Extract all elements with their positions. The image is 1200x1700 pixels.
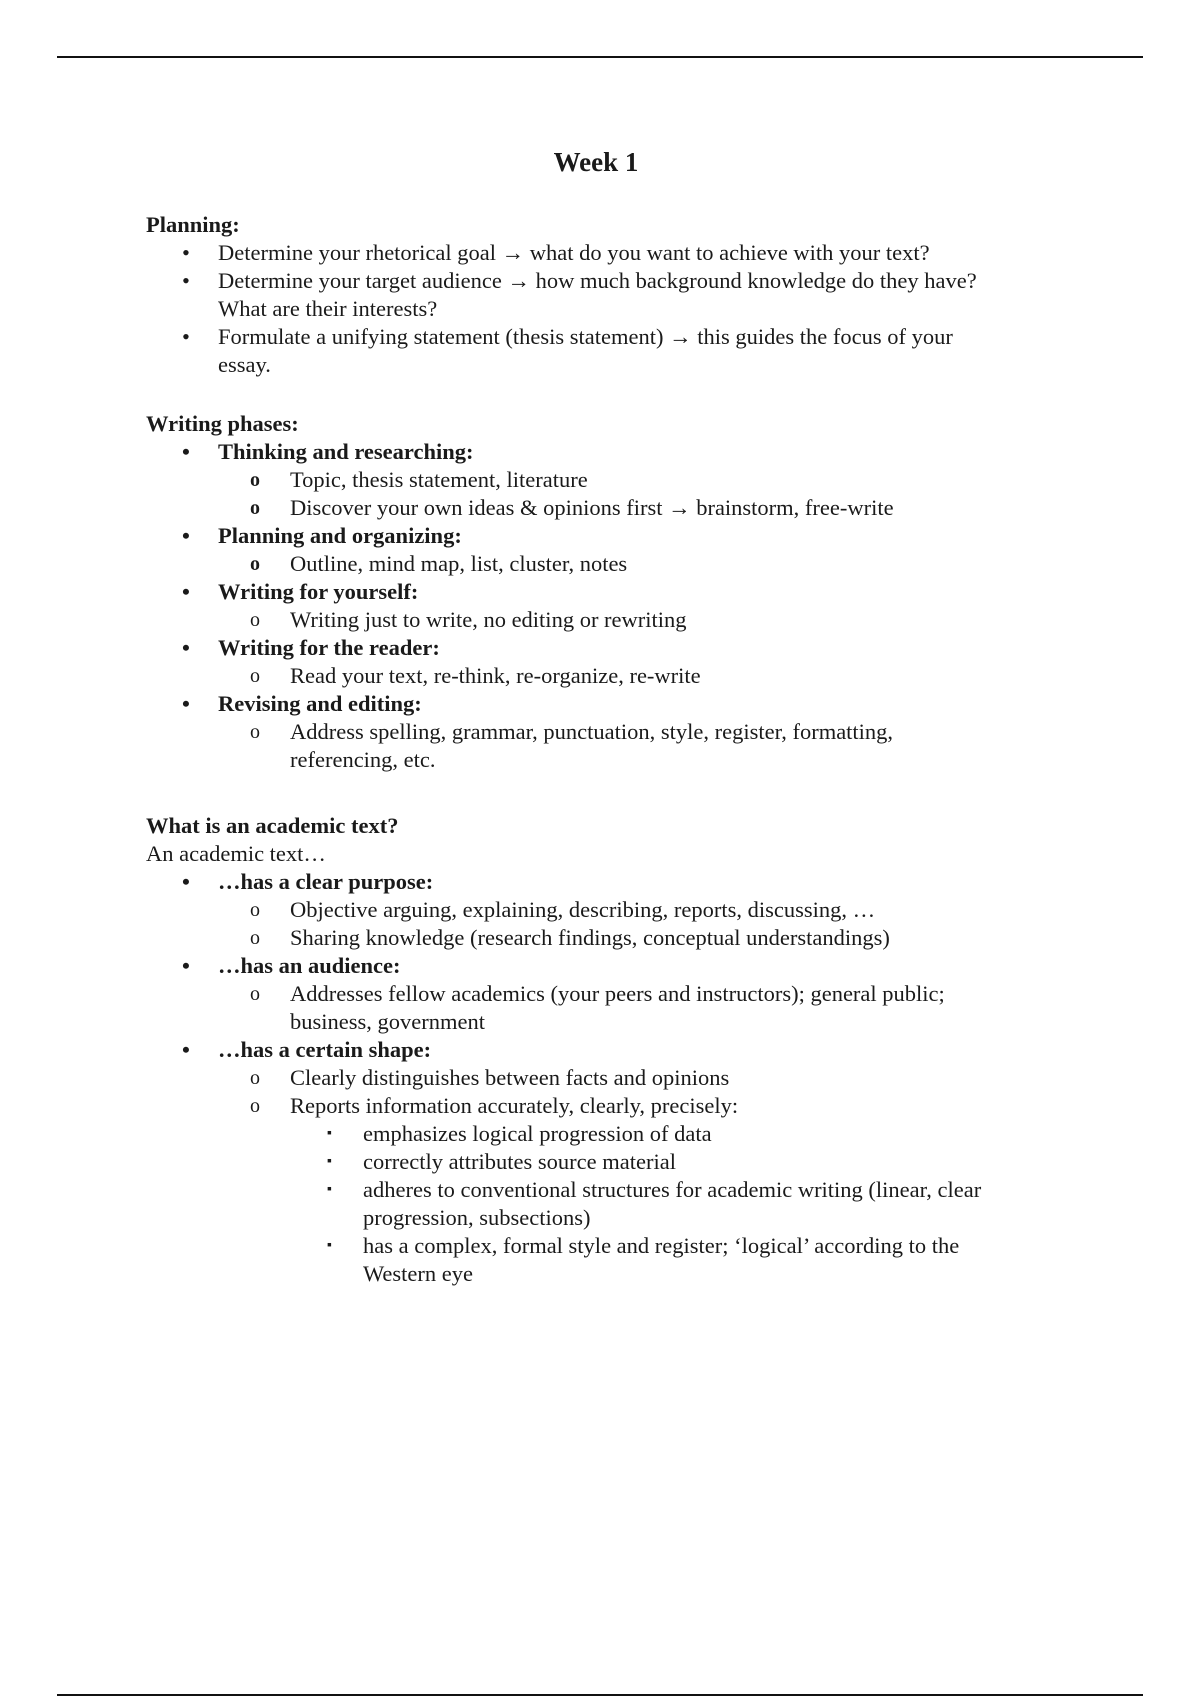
- hollow-bullet-icon: o: [250, 721, 260, 743]
- list-item: • …has an audience:: [182, 953, 401, 978]
- planning-section: [146, 211, 1046, 379]
- list-item: • Writing for the reader:: [182, 635, 440, 660]
- bullet-icon: •: [182, 439, 190, 464]
- square-bullet-icon: ▪: [327, 1182, 332, 1197]
- sub-list-item: o Topic, thesis statement, literature: [250, 467, 588, 492]
- bullet-icon: •: [182, 635, 190, 660]
- sub-sub-list-item: ▪ has a complex, formal style and register; ‘logical’ according to the Western eye: [327, 1233, 960, 1286]
- hollow-bullet-icon: o: [250, 609, 260, 631]
- writing-phases-heading: Writing phases:: [146, 411, 299, 436]
- list-item: • Determine your rhetorical goal → what do you want to achieve with your text?: [182, 240, 930, 265]
- academic-heading: What is an academic text?: [146, 813, 399, 838]
- sub-list-item: o Clearly distinguishes between facts and opinions: [250, 1065, 730, 1090]
- sub-list-item: o Discover your own ideas & opinions first → brainstorm, free-write: [250, 495, 894, 520]
- top-rule: [57, 56, 1143, 58]
- bullet-icon: •: [182, 324, 190, 349]
- academic-text-section: [146, 812, 1046, 1288]
- hollow-bullet-icon: o: [250, 1067, 260, 1089]
- sub-sub-list-item: ▪ emphasizes logical progression of data: [327, 1121, 712, 1146]
- list-item: • Planning and organizing:: [182, 523, 462, 548]
- hollow-bullet-icon: o: [250, 1095, 260, 1117]
- page-title: Week 1: [553, 147, 639, 177]
- bullet-icon: •: [182, 523, 190, 548]
- list-item: • Formulate a unifying statement (thesis statement) → this guides the focus of your essay.: [182, 324, 953, 377]
- sub-list-item: o Reports information accurately, clearly, precisely:: [250, 1093, 739, 1118]
- sub-list-item: o Objective arguing, explaining, describing, reports, discussing, …: [250, 897, 876, 922]
- hollow-bullet-icon: o: [250, 665, 260, 687]
- bullet-icon: •: [182, 579, 190, 604]
- hollow-bullet-icon: o: [250, 927, 260, 949]
- square-bullet-icon: ▪: [327, 1154, 332, 1169]
- list-item: • Revising and editing:: [182, 691, 422, 716]
- list-item: • …has a certain shape:: [182, 1037, 432, 1062]
- bullet-icon: •: [182, 1037, 190, 1062]
- sub-list-item: o Sharing knowledge (research findings, conceptual understandings): [250, 925, 890, 950]
- sub-sub-list-item: ▪ correctly attributes source material: [327, 1149, 676, 1174]
- bullet-icon: •: [182, 691, 190, 716]
- list-item: • Writing for yourself:: [182, 579, 419, 604]
- bullet-icon: •: [182, 240, 190, 265]
- list-item: • Determine your target audience → how much background knowledge do they have? What are their interests?: [182, 268, 977, 321]
- sub-list-item: o Read your text, re-think, re-organize, re-write: [250, 663, 701, 688]
- bottom-rule: [57, 1694, 1143, 1696]
- hollow-bullet-icon: o: [250, 983, 260, 1005]
- list-item: • Thinking and researching:: [182, 439, 474, 464]
- sub-list-item: o Address spelling, grammar, punctuation, style, register, formatting, referencing, etc.: [250, 719, 894, 772]
- list-item: • …has a clear purpose:: [182, 869, 434, 894]
- hollow-bullet-icon: o: [250, 497, 260, 519]
- sub-list-item: o Outline, mind map, list, cluster, notes: [250, 551, 628, 576]
- bullet-icon: •: [182, 953, 190, 978]
- writing-phases-section: [146, 410, 1046, 774]
- sub-list-item: o Addresses fellow academics (your peers and instructors); general public; business, government: [250, 981, 945, 1034]
- bullet-icon: •: [182, 268, 190, 293]
- hollow-bullet-icon: o: [250, 553, 260, 575]
- bullet-icon: •: [182, 869, 190, 894]
- hollow-bullet-icon: o: [250, 469, 260, 491]
- sub-sub-list-item: ▪ adheres to conventional structures for academic writing (linear, clear progression, subsections): [327, 1177, 982, 1230]
- academic-intro: An academic text…: [146, 841, 326, 866]
- square-bullet-icon: ▪: [327, 1126, 332, 1141]
- sub-list-item: o Writing just to write, no editing or rewriting: [250, 607, 687, 632]
- hollow-bullet-icon: o: [250, 899, 260, 921]
- square-bullet-icon: ▪: [327, 1238, 332, 1253]
- planning-heading: Planning:: [146, 212, 240, 237]
